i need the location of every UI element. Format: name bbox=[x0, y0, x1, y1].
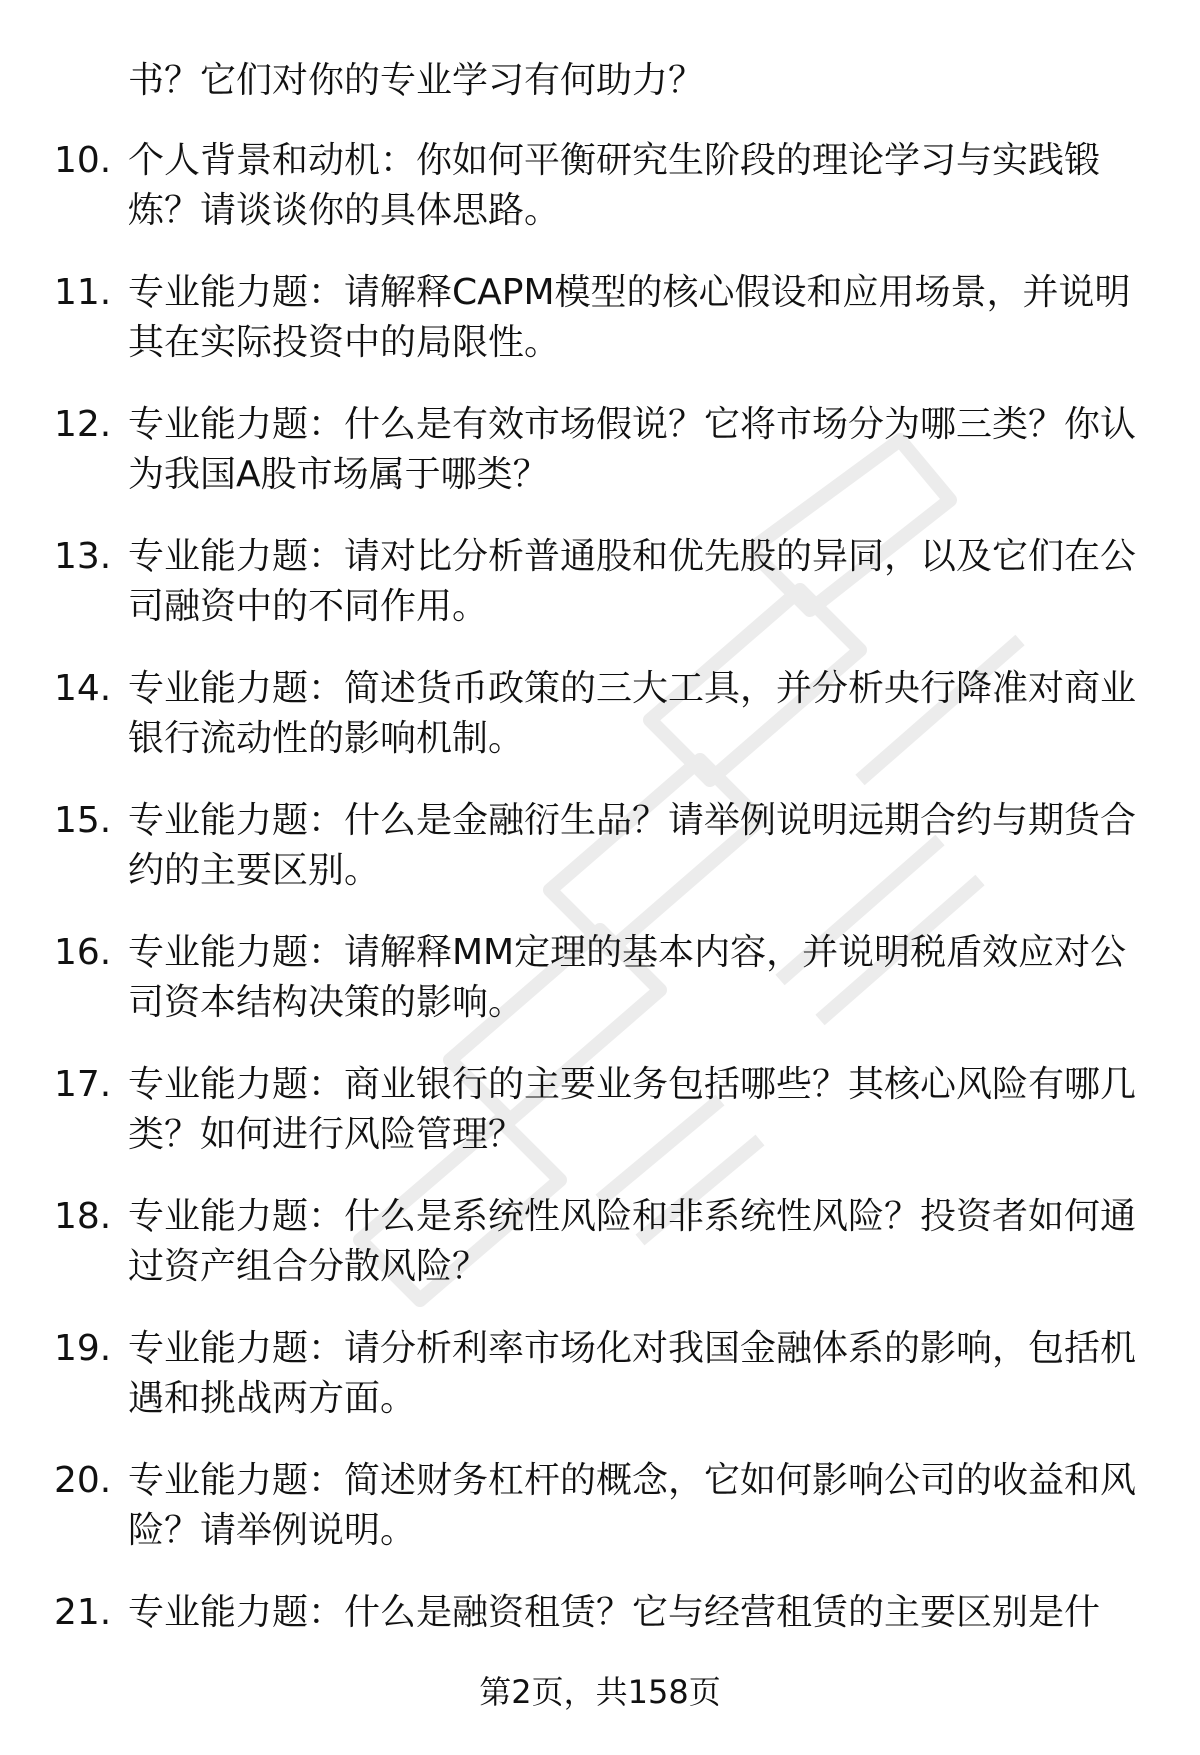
question-number: 17. bbox=[54, 1064, 112, 1105]
question-number: 12. bbox=[54, 404, 112, 445]
list-item bbox=[0, 1456, 1200, 1588]
question-number: 14. bbox=[54, 668, 112, 709]
question-number: 15. bbox=[54, 800, 112, 841]
question-list bbox=[0, 136, 1200, 1720]
question-text: 专业能力题：什么是金融衍生品？请举例说明远期合约与期货合约的主要区别。 bbox=[128, 800, 1137, 891]
list-item bbox=[0, 796, 1200, 928]
question-number: 13. bbox=[54, 536, 112, 577]
continuation-text: 书？它们对你的专业学习有何助力？ bbox=[128, 60, 705, 101]
question-text: 专业能力题：请对比分析普通股和优先股的异同，以及它们在公司融资中的不同作用。 bbox=[128, 536, 1137, 627]
list-item bbox=[0, 268, 1200, 400]
list-item bbox=[0, 1192, 1200, 1324]
question-text: 专业能力题：什么是系统性风险和非系统性风险？投资者如何通过资产组合分散风险？ bbox=[128, 1196, 1137, 1287]
list-item bbox=[0, 136, 1200, 268]
question-text: 专业能力题：请解释CAPM模型的核心假设和应用场景，并说明其在实际投资中的局限性。 bbox=[128, 272, 1131, 363]
list-item bbox=[0, 1060, 1200, 1192]
list-item bbox=[0, 400, 1200, 532]
question-text: 专业能力题：简述货币政策的三大工具，并分析央行降准对商业银行流动性的影响机制。 bbox=[128, 668, 1137, 759]
list-item bbox=[0, 1324, 1200, 1456]
question-text: 专业能力题：请分析利率市场化对我国金融体系的影响，包括机遇和挑战两方面。 bbox=[128, 1328, 1137, 1419]
question-text: 专业能力题：什么是融资租赁？它与经营租赁的主要区别是什 bbox=[128, 1592, 1101, 1633]
list-item bbox=[0, 928, 1200, 1060]
question-number: 20. bbox=[54, 1460, 112, 1501]
list-item bbox=[0, 664, 1200, 796]
question-number: 19. bbox=[54, 1328, 112, 1369]
question-number: 21. bbox=[54, 1592, 112, 1633]
question-text: 专业能力题：商业银行的主要业务包括哪些？其核心风险有哪几类？如何进行风险管理？ bbox=[128, 1064, 1137, 1155]
question-text: 专业能力题：请解释MM定理的基本内容，并说明税盾效应对公司资本结构决策的影响。 bbox=[128, 932, 1127, 1023]
question-text: 专业能力题：简述财务杠杆的概念，它如何影响公司的收益和风险？请举例说明。 bbox=[128, 1460, 1137, 1551]
list-item bbox=[0, 532, 1200, 664]
question-number: 18. bbox=[54, 1196, 112, 1237]
question-number: 10. bbox=[54, 140, 112, 181]
question-text: 个人背景和动机：你如何平衡研究生阶段的理论学习与实践锻炼？请谈谈你的具体思路。 bbox=[128, 140, 1101, 231]
question-number: 11. bbox=[54, 272, 112, 313]
page-footer: 第2页，共158页 bbox=[479, 1673, 721, 1711]
question-text: 专业能力题：什么是有效市场假说？它将市场分为哪三类？你认为我国A股市场属于哪类？ bbox=[128, 404, 1137, 495]
question-number: 16. bbox=[54, 932, 112, 973]
